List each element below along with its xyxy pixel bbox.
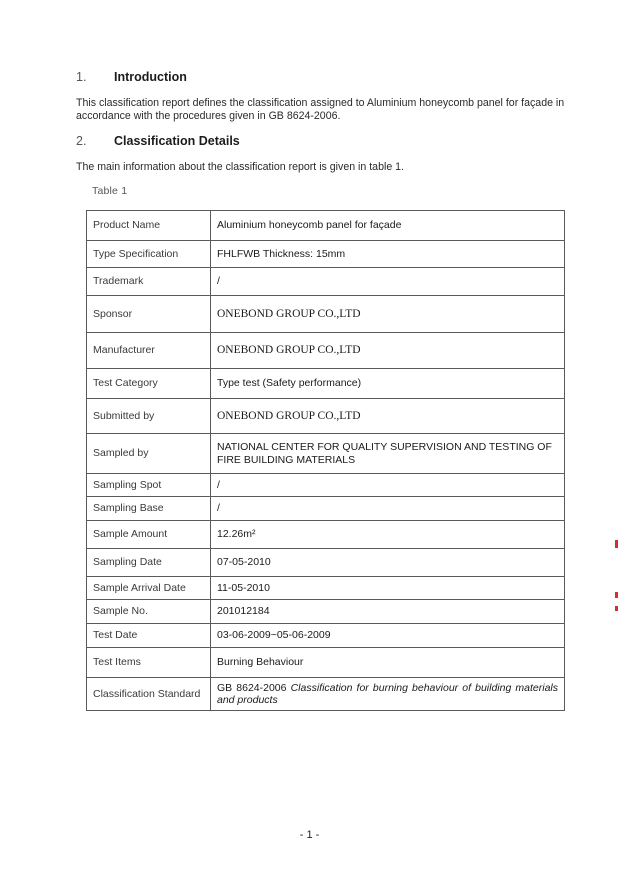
intro-paragraph: This classification report defines the classification assigned to Aluminium honeycomb panel for façade in accordance with the procedures given in GB 8624-2006. xyxy=(76,97,565,122)
row-value: ONEBOND GROUP CO.,LTD xyxy=(211,296,565,333)
row-label: Sampling Date xyxy=(87,549,211,577)
table-row xyxy=(87,549,565,577)
row-value: / xyxy=(211,474,565,497)
row-label: Sampling Base xyxy=(87,497,211,521)
standard-title: Classification for burning behaviour of building materials and products xyxy=(217,681,559,706)
row-label: Sampled by xyxy=(87,434,211,474)
row-label: Test Category xyxy=(87,369,211,399)
row-value xyxy=(211,678,565,711)
row-value: FHLFWB Thickness: 15mm xyxy=(211,241,565,268)
row-value: 12.26m² xyxy=(211,521,565,549)
table-row xyxy=(87,434,565,474)
table-row xyxy=(87,474,565,497)
section-number: 1. xyxy=(76,70,87,84)
row-label: Submitted by xyxy=(87,399,211,434)
row-label: Type Specification xyxy=(87,241,211,268)
table-caption: Table 1 xyxy=(92,185,128,197)
row-label: Sample Amount xyxy=(87,521,211,549)
row-value: 201012184 xyxy=(211,600,565,624)
section-heading-introduction xyxy=(76,70,187,84)
table-row xyxy=(87,497,565,521)
table-row xyxy=(87,268,565,296)
row-value: ONEBOND GROUP CO.,LTD xyxy=(211,333,565,369)
row-label: Trademark xyxy=(87,268,211,296)
section-number: 2. xyxy=(76,134,87,148)
margin-mark xyxy=(615,592,618,598)
section-title: Introduction xyxy=(114,70,187,84)
row-value: 07-05-2010 xyxy=(211,549,565,577)
table-row xyxy=(87,624,565,648)
row-label: Manufacturer xyxy=(87,333,211,369)
row-label: Test Date xyxy=(87,624,211,648)
row-label: Sponsor xyxy=(87,296,211,333)
row-label: Sample No. xyxy=(87,600,211,624)
row-value: ONEBOND GROUP CO.,LTD xyxy=(211,399,565,434)
row-label: Sample Arrival Date xyxy=(87,577,211,600)
row-value: / xyxy=(211,497,565,521)
table-row xyxy=(87,521,565,549)
table-row xyxy=(87,648,565,678)
table-row xyxy=(87,211,565,241)
row-value: NATIONAL CENTER FOR QUALITY SUPERVISION AND TESTING OF FIRE BUILDING MATERIALS xyxy=(211,434,565,474)
section-heading-classification-details xyxy=(76,134,240,148)
row-value: 11-05-2010 xyxy=(211,577,565,600)
page-number: - 1 - xyxy=(299,829,320,841)
margin-mark xyxy=(615,540,618,548)
row-label: Classification Standard xyxy=(87,678,211,711)
row-value: Burning Behaviour xyxy=(211,648,565,678)
margin-mark xyxy=(615,606,618,611)
table-row xyxy=(87,369,565,399)
row-label: Sampling Spot xyxy=(87,474,211,497)
table-row xyxy=(87,600,565,624)
table-row xyxy=(87,241,565,268)
table-row xyxy=(87,296,565,333)
row-label: Test Items xyxy=(87,648,211,678)
standard-code: GB 8624-2006 xyxy=(217,681,291,694)
table-row xyxy=(87,333,565,369)
row-value: Type test (Safety performance) xyxy=(211,369,565,399)
table-row xyxy=(87,399,565,434)
row-value: / xyxy=(211,268,565,296)
row-value: 03-06-2009~05-06-2009 xyxy=(211,624,565,648)
row-label: Product Name xyxy=(87,211,211,241)
table-row xyxy=(87,577,565,600)
section-title: Classification Details xyxy=(114,134,240,148)
table-row xyxy=(87,678,565,711)
classification-table xyxy=(86,210,565,711)
row-value: Aluminium honeycomb panel for façade xyxy=(211,211,565,241)
details-paragraph: The main information about the classification report is given in table 1. xyxy=(76,161,404,173)
